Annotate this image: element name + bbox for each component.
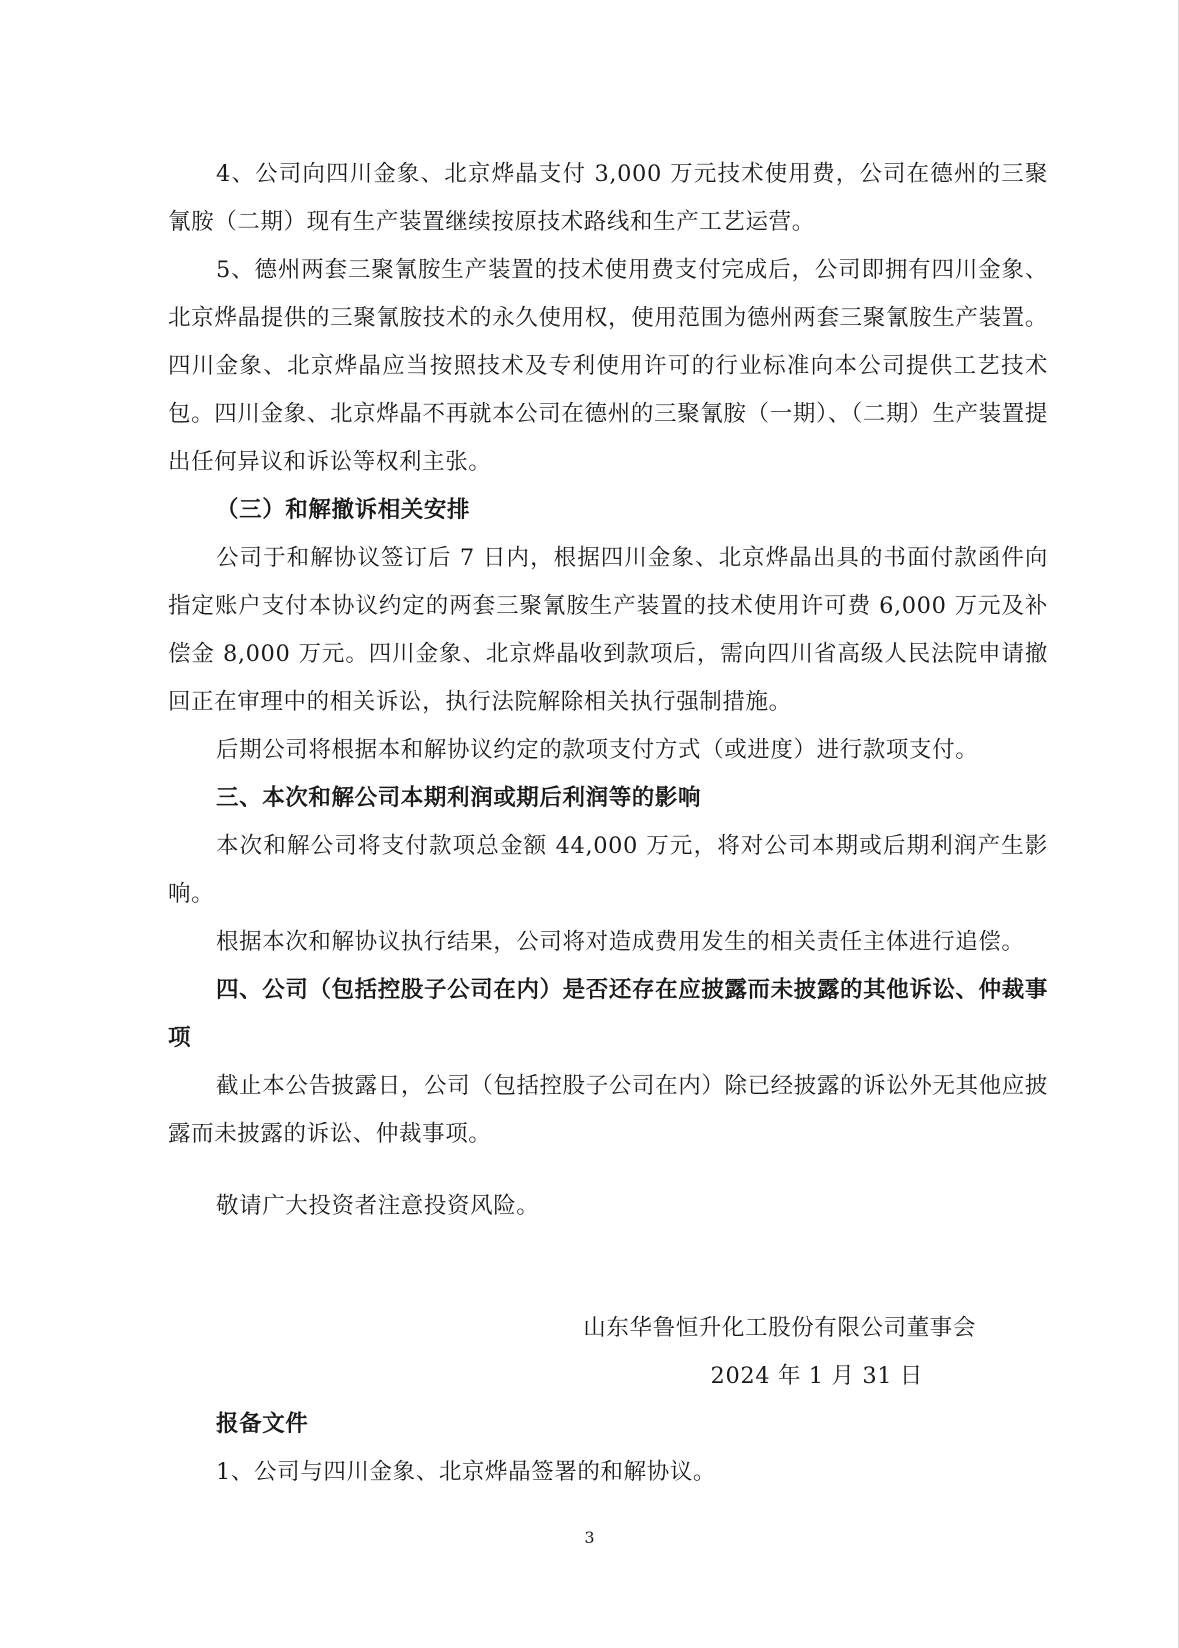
paragraph-later-payment: 后期公司将根据本和解协议约定的款项支付方式（或进度）进行款项支付。 bbox=[216, 737, 979, 763]
attachments-heading: 报备文件 bbox=[216, 1411, 309, 1437]
section-heading-other-litigation: 四、公司（包括控股子公司在内）是否还存在应披露而未披露的其他诉讼、仲裁事项 bbox=[168, 977, 1048, 1051]
paragraph-payment-arrangement: 公司于和解协议签订后 7 日内，根据四川金象、北京烨晶出具的书面付款函件向指定账户支付本协议约定的两套三聚氰胺生产装置的技术使用许可费 6,000 万元及补偿金 8,000 万元。四川金象、北京烨晶收到款项后，需向四川省高级人民法院申请撤回正在审理中的相关诉讼，执行法院解除相关执行强制措施。 bbox=[168, 545, 1048, 715]
body-text bbox=[168, 150, 1048, 1230]
paragraph-item-4: 4、公司向四川金象、北京烨晶支付 3,000 万元技术使用费，公司在德州的三聚氰胺（二期）现有生产装置继续按原技术路线和生产工艺运营。 bbox=[168, 161, 1048, 235]
signature-date: 2024 年 1 月 31 日 bbox=[710, 1363, 923, 1389]
attachment-item: 1、公司与四川金象、北京烨晶签署的和解协议。 bbox=[216, 1459, 717, 1485]
paragraph-other-litigation: 截止本公告披露日，公司（包括控股子公司在内）除已经披露的诉讼外无其他应披露而未披露的诉讼、仲裁事项。 bbox=[168, 1073, 1048, 1147]
paragraph-recovery: 根据本次和解协议执行结果，公司将对造成费用发生的相关责任主体进行追偿。 bbox=[216, 929, 1025, 955]
attachments-section bbox=[168, 1400, 1048, 1496]
signature-organization: 山东华鲁恒升化工股份有限公司董事会 bbox=[583, 1315, 976, 1341]
page-number: 3 bbox=[584, 1528, 595, 1547]
section-heading-settlement-arrangement: （三）和解撤诉相关安排 bbox=[216, 497, 471, 523]
paragraph-risk-notice: 敬请广大投资者注意投资风险。 bbox=[216, 1193, 540, 1219]
paragraph-item-5: 5、德州两套三聚氰胺生产装置的技术使用费支付完成后，公司即拥有四川金象、北京烨晶提供的三聚氰胺技术的永久使用权，使用范围为德州两套三聚氰胺生产装置。四川金象、北京烨晶应当按照技术及专利使用许可的行业标准向本公司提供工艺技术包。四川金象、北京烨晶不再就本公司在德州的三聚氰胺（一期）、（二期）生产装置提出任何异议和诉讼等权利主张。 bbox=[168, 257, 1048, 475]
section-heading-profit-impact: 三、本次和解公司本期利润或期后利润等的影响 bbox=[216, 785, 702, 811]
paragraph-profit-impact: 本次和解公司将支付款项总金额 44,000 万元，将对公司本期或后期利润产生影响。 bbox=[168, 833, 1048, 907]
